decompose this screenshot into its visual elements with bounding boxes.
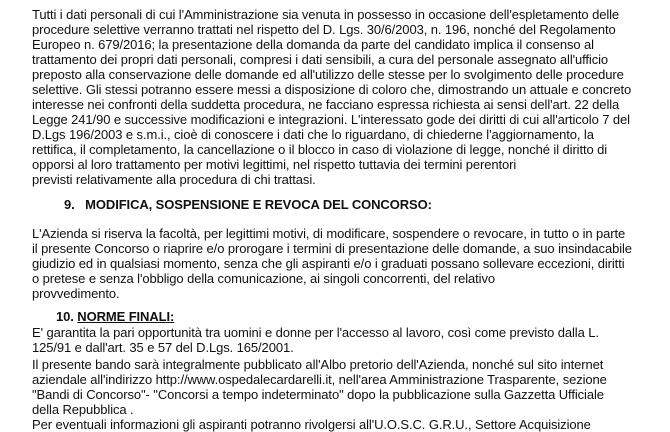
privacy-line: D.Lgs 196/2003 e s.m.i., cioè di conoscere i dati che lo riguardano, di chiederne l'aggiornamento, la: [32, 127, 594, 142]
privacy-line: Tutti i dati personali di cui l'Amministrazione sia venuta in possesso in occasione dell'espletamento delle: [32, 7, 620, 22]
section-9-line: o pretese e senza l'obbligo della comunicazione, ai singoli concorrenti, del relativo: [32, 271, 495, 286]
section-10-number: 10.: [56, 309, 74, 324]
section-10-line: "Bandi di Concorso"- "Concorsi a tempo indeterminato" dopo la pubblicazione sulla Gazzetta Ufficiale: [32, 387, 604, 402]
section-10-line: 125/91 e dall'art. 35 e 57 del D.Lgs. 165/2001.: [32, 340, 294, 355]
privacy-line: procedure selettive verranno trattati nel rispetto del D. Lgs. 30/6/2003, n. 196, nonché del Regolamento: [32, 22, 616, 37]
section-9-heading: 9. MODIFICA, SOSPENSIONE E REVOCA DEL CONCORSO:: [64, 197, 432, 212]
section-10-heading: [56, 309, 174, 324]
privacy-line: preposto alla conservazione delle domande ed all'utilizzo delle stesse per lo svolgimento delle procedure: [32, 67, 624, 82]
privacy-line: trattamento dei propri dati personali, compresi i dati sensibili, a cura del personale assegnato all'ufficio: [32, 52, 609, 67]
privacy-line: selettive. Gli stessi potranno essere messi a disposizione di coloro che, dimostrando un attuale e concreto: [32, 82, 632, 97]
privacy-line: opporsi al loro trattamento per motivi legittimi, nel rispetto tuttavia dei termini perentori: [32, 157, 517, 172]
section-10-line: aziendale all'indirizzo http://www.ospedalecardarelli.it, nell'area Amministrazione Trasparente, sezione: [32, 372, 607, 387]
section-10-line: della Repubblica .: [32, 402, 134, 417]
section-9-line: il presente Concorso o riaprire e/o prorogare i termini di presentazione delle domande, a suo insindacabile: [32, 241, 632, 256]
section-9-line: giudizio ed in qualsiasi momento, senza che gli aspiranti e/o i graduati possano sollevare eccezioni, diritti: [32, 256, 625, 271]
privacy-line: rettifica, il completamento, la cancellazione o il blocco in caso di violazione di legge, nonché il diritto di: [32, 142, 608, 157]
privacy-line: Legge 241/90 e successive modificazioni e integrazioni. L'interessato gode dei diritti di cui all'articolo 7 del: [32, 112, 630, 127]
privacy-line: interesse nei confronti della suddetta procedura, ne facciano espressa richiesta ai sensi dell'art. 22 della: [32, 97, 620, 112]
section-10-line: E' garantita la pari opportunità tra uomini e donne per l'accesso al lavoro, così come previsto dalla L.: [32, 325, 599, 340]
privacy-line: Europeo n. 679/2016; la presentazione della domanda da parte del candidato implica il consenso al: [32, 37, 594, 52]
section-9-line: provvedimento.: [32, 286, 120, 301]
privacy-line: previsti relativamente alla procedura di chi trattasi.: [32, 172, 316, 187]
section-10-line: Per eventuali informazioni gli aspiranti potranno rivolgersi all'U.O.S.C. G.R.U., Settore Acquisizione: [32, 417, 591, 432]
section-10-line: Il presente bando sarà integralmente pubblicato all'Albo pretorio dell'Azienda, nonché sul sito internet: [32, 357, 604, 372]
section-10-title: NORME FINALI:: [77, 309, 175, 324]
section-9-line: L'Azienda si riserva la facoltà, per legittimi motivi, di modificare, sospendere o revocare, in tutto o in parte: [32, 226, 626, 241]
